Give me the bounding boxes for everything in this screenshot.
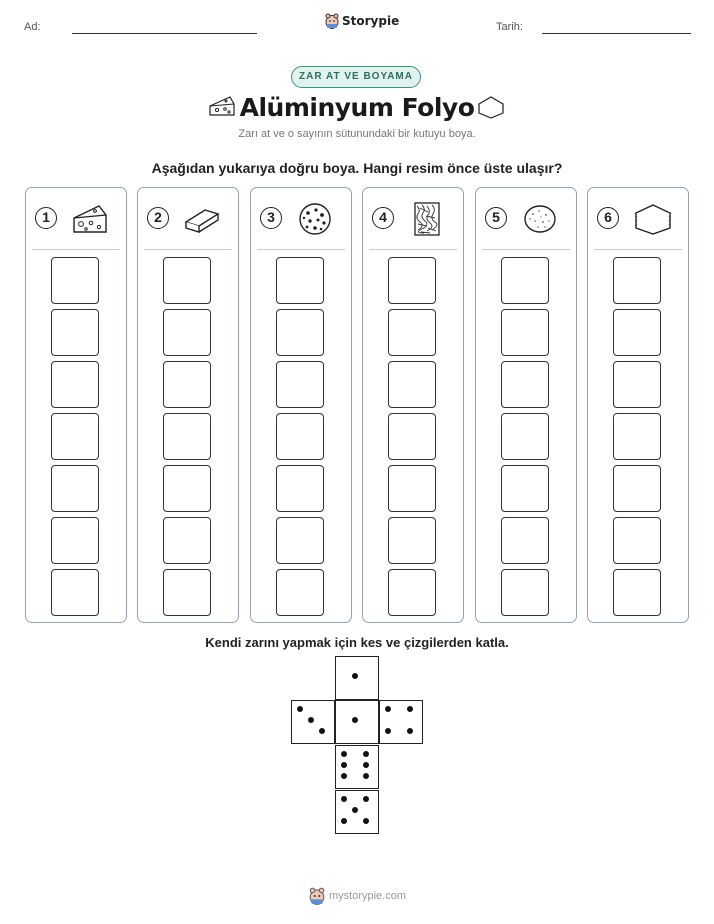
column-5	[475, 187, 577, 623]
sandwich-title-icon	[476, 94, 506, 120]
column-divider	[482, 249, 570, 250]
column-2	[137, 187, 239, 623]
color-box[interactable]	[163, 465, 211, 512]
column-divider	[594, 249, 682, 250]
dice-pip	[385, 706, 391, 712]
brand-name: Storypie	[342, 14, 400, 28]
date-label: Tarih:	[496, 21, 523, 33]
dice-pip	[363, 751, 369, 757]
color-box[interactable]	[276, 309, 324, 356]
dice-pip	[297, 706, 303, 712]
dice-face-5	[335, 790, 379, 834]
color-box[interactable]	[388, 309, 436, 356]
mascot-icon	[325, 13, 339, 29]
color-box[interactable]	[613, 465, 661, 512]
dice-pip	[341, 796, 347, 802]
footer-mascot-icon	[309, 887, 325, 905]
column-divider	[144, 249, 232, 250]
color-box[interactable]	[501, 413, 549, 460]
dice-pip	[352, 807, 358, 813]
column-1	[25, 187, 127, 623]
dice-pip	[407, 706, 413, 712]
dice-pip	[385, 728, 391, 734]
color-box[interactable]	[51, 569, 99, 616]
dice-face-1	[335, 700, 379, 744]
color-box[interactable]	[501, 517, 549, 564]
color-box[interactable]	[501, 309, 549, 356]
color-box[interactable]	[613, 517, 661, 564]
color-box[interactable]	[51, 257, 99, 304]
color-box[interactable]	[276, 465, 324, 512]
color-box[interactable]	[51, 517, 99, 564]
color-box[interactable]	[276, 257, 324, 304]
dice-face-3	[291, 700, 335, 744]
column-divider	[369, 249, 457, 250]
dice-pip	[308, 717, 314, 723]
name-label: Ad:	[24, 21, 41, 33]
column-divider	[32, 249, 120, 250]
potato-icon	[521, 202, 559, 241]
color-box[interactable]	[51, 361, 99, 408]
column-number: 5	[485, 207, 507, 229]
column-3	[250, 187, 352, 623]
color-box[interactable]	[613, 361, 661, 408]
column-number: 2	[147, 207, 169, 229]
color-box[interactable]	[51, 413, 99, 460]
dice-pip	[341, 762, 347, 768]
dice-face-6	[335, 745, 379, 789]
column-header	[485, 202, 569, 238]
column-divider	[257, 249, 345, 250]
column-header	[35, 202, 119, 238]
column-number: 6	[597, 207, 619, 229]
page-title: Alüminyum Folyo	[239, 93, 475, 122]
dice-pip	[341, 773, 347, 779]
dice-pip	[363, 796, 369, 802]
color-box[interactable]	[276, 413, 324, 460]
column-header	[372, 202, 456, 238]
dice-pip	[363, 762, 369, 768]
color-box[interactable]	[613, 413, 661, 460]
color-box[interactable]	[163, 569, 211, 616]
date-line	[542, 33, 691, 34]
dice-pip	[407, 728, 413, 734]
color-box[interactable]	[163, 517, 211, 564]
cookie-icon	[296, 202, 334, 241]
color-box[interactable]	[613, 309, 661, 356]
color-box[interactable]	[501, 569, 549, 616]
color-box[interactable]	[163, 309, 211, 356]
dice-pip	[352, 673, 358, 679]
color-box[interactable]	[276, 517, 324, 564]
dice-pip	[341, 751, 347, 757]
color-box[interactable]	[51, 465, 99, 512]
color-box[interactable]	[388, 361, 436, 408]
color-box[interactable]	[501, 361, 549, 408]
column-number: 4	[372, 207, 394, 229]
color-box[interactable]	[388, 569, 436, 616]
color-box[interactable]	[163, 257, 211, 304]
color-box[interactable]	[388, 465, 436, 512]
dice-face-1	[335, 656, 379, 700]
color-box[interactable]	[163, 361, 211, 408]
dice-instruction: Kendi zarını yapmak için kes ve çizgilerden katla.	[205, 635, 509, 650]
dice-face-4	[379, 700, 423, 744]
color-box[interactable]	[501, 257, 549, 304]
color-box[interactable]	[501, 465, 549, 512]
column-header	[597, 202, 681, 238]
column-header	[260, 202, 344, 238]
color-box[interactable]	[276, 569, 324, 616]
column-header	[147, 202, 231, 238]
dice-pip	[352, 717, 358, 723]
color-box[interactable]	[51, 309, 99, 356]
color-box[interactable]	[388, 257, 436, 304]
color-box[interactable]	[163, 413, 211, 460]
column-6	[587, 187, 689, 623]
brand-logo	[325, 13, 399, 29]
color-box[interactable]	[276, 361, 324, 408]
column-number: 1	[35, 207, 57, 229]
footer-url: mystorypie.com	[329, 890, 407, 902]
coloring-instruction: Aşağıdan yukarıya doğru boya. Hangi resim önce üste ulaşır?	[151, 160, 563, 176]
activity-badge: ZAR AT VE BOYAMA	[291, 66, 421, 88]
dice-pip	[363, 773, 369, 779]
dice-pip	[363, 818, 369, 824]
sandwich-icon	[633, 202, 673, 241]
color-box[interactable]	[388, 517, 436, 564]
cheese-icon	[71, 202, 109, 241]
dice-pip	[341, 818, 347, 824]
footer	[309, 887, 406, 905]
column-4	[362, 187, 464, 623]
butter-icon	[183, 202, 221, 241]
column-number: 3	[260, 207, 282, 229]
color-box[interactable]	[613, 257, 661, 304]
dice-pip	[319, 728, 325, 734]
name-line	[72, 33, 257, 34]
color-box[interactable]	[388, 413, 436, 460]
subtitle: Zarı at ve o sayının sütunundaki bir kutuyu boya.	[238, 128, 476, 140]
shredded-food-icon	[408, 202, 446, 241]
color-box[interactable]	[613, 569, 661, 616]
